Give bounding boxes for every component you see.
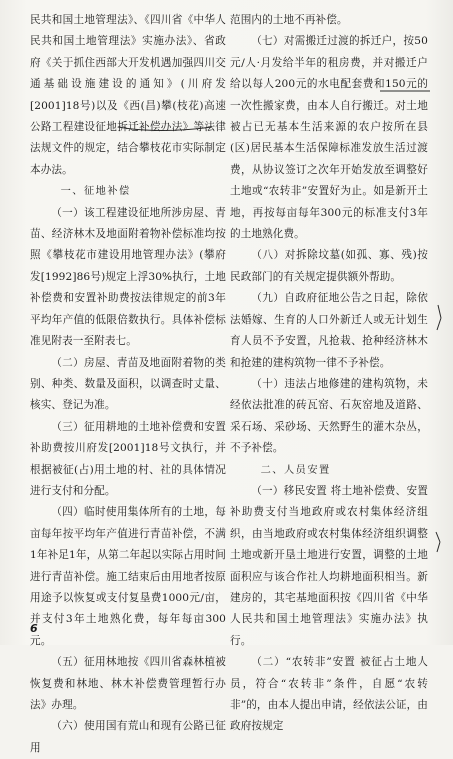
clause-4: （四）临时使用集体所有的土地，每亩每年按平均年产值进行青苗补偿，不满1年补足1年，从第二年起以实际占用时间进行青苗补偿。施工结束后由用地者按原用途予以恢复或支付复垦费1000元/亩，并支付3年土地熟化费，每年每亩300元。 — [30, 506, 226, 647]
clause-6-start: （六）使用国有荒山和现有公路已征用 — [30, 720, 226, 754]
clause-8: （八）对拆除坟墓(如孤、寡、残)按民政部门的有关规定提供额外帮助。 — [230, 249, 428, 283]
clause-1: （一）该工程建设征地所涉房屋、青苗、经济林木及地面附着物补偿标准均按照《攀枝花市建设用地管理办法》(攀府发[1992]86号)规定上浮30%执行，土地补偿费和安置补助费按法律规定的前3年平均年产值的低限倍数执行。具体补偿标准见附表一至附表七。 — [30, 206, 226, 348]
page-number: 6 — [30, 622, 38, 635]
intro-paragraph: 民共和国土地管理法》、《四川省《中华人民共和国土地管理法》实施办法》、省政府《关于抓住西部大开发机遇加强四川交通基础设施建设的通知》(川府发[2001]18号)以及《西(昌)攀(枝花)高速公路工程建设征地拆迁补偿办法》等法律法规文件的规定，结合攀枝花市实际制定本办法。 — [30, 14, 226, 176]
clause-9: （九）自政府征地公告之日起，除依法婚嫁、生育的人口外新迁人或无计划生育人员不予安置，凡抢栽、抢种经济林木和抢建的建构筑物一律不予补偿。 — [230, 292, 428, 369]
resettlement-clause-1: （一）移民安置 将土地补偿费、安置补助费支付当地政府或农村集体经济组织，由当地政府或农村集体经济组织调整土地或新开垦土地进行安置，调整的土地面积应与该合作社人均耕地面积相当。新建房的，其宅基地面积按《四川省《中华人民共和国土地管理法》实施办法》执行。 — [230, 484, 428, 647]
clause-5: （五）征用林地按《四川省森林植被恢复费和林地、林木补偿费管理暂行办法》办理。 — [30, 656, 226, 711]
resettlement-clause-2: （二）“农转非”安置 被征占土地人员，符合“农转非”条件，自愿“农转非”的，由本人提出申请，经依法公证，由政府按规定 — [230, 656, 429, 733]
clause-10: （十）违法占地修建的建构筑物，未经依法批准的砖瓦窑、石灰窑地及道路、采石场、采砂场、天然野生的灌木杂丛，不予补偿。 — [230, 377, 428, 455]
section-heading-land-compensation: 一、征地补偿 — [60, 186, 131, 198]
section-heading-resettlement: 二、人员安置 — [260, 464, 331, 476]
clause-2: （二）房屋、青苗及地面附着物的类别、种类、数量及面积，以调查时丈量、核实、登记为准。 — [30, 356, 226, 412]
clause-3: （三）征用耕地的土地补偿费和安置补助费按川府发[2001]18号文执行，并根据被征(占)用土地的村、社的具体情况进行支付和分配。 — [30, 420, 226, 497]
clause-7: （七）对需搬迁过渡的拆迁户，按50元/人·月发给半年的租房费，并对搬迁户给以每人200元的水电配套费和150元的一次性搬家费，由本人自行搬迁。对土地被占已无基本生活来源的农户按所在县(区)居民基本生活保障标准发放生活过渡费，从协议签订之次年开始发放至调整好土地或“农转非”安置好为止。如是新开土地，再按每亩每年300元的标准支付3年的土地熟化费。 — [230, 35, 428, 241]
clause-6-end: 范围内的土地不再补偿。 — [230, 14, 348, 26]
